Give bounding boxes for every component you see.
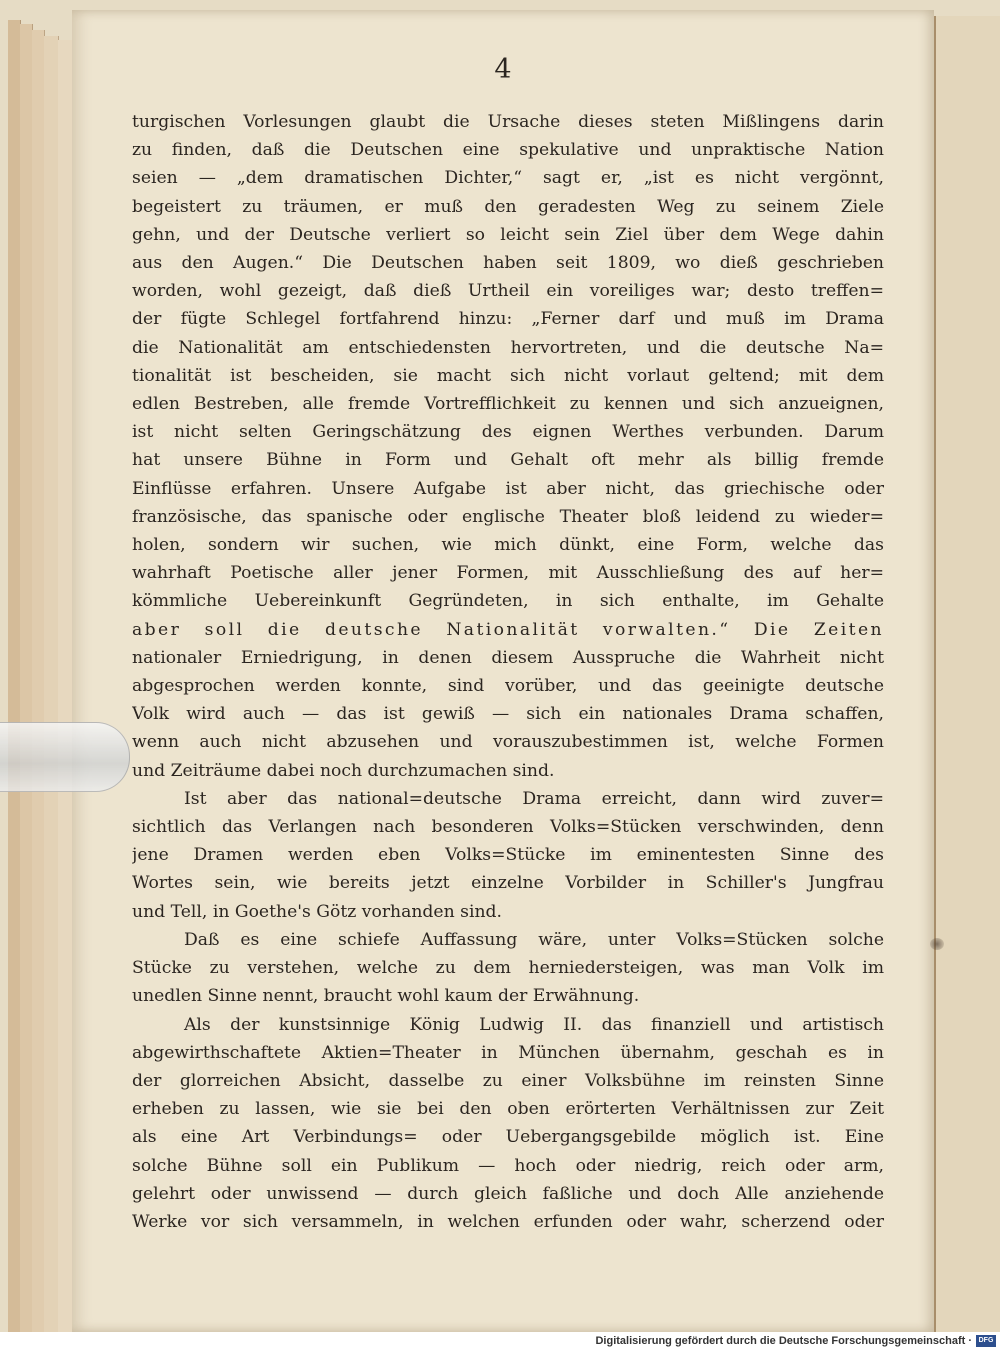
text-line: die Nationalität am entschiedensten hervortreten, und die deutsche Na= — [132, 337, 884, 358]
text-line: gehn, und der Deutsche verliert so leicht sein Ziel über dem Wege dahin — [132, 224, 884, 245]
text-line: französische, das spanische oder englische Theater bloß leidend zu wieder= — [132, 506, 884, 527]
text-line: wenn auch nicht abzusehen und vorauszubestimmen ist, welche Formen — [132, 732, 884, 753]
text-line: gelehrt oder unwissend — durch gleich faßliche und doch Alle anziehende — [132, 1183, 884, 1204]
text-line: Daß es eine schiefe Auffassung wäre, unter Volks=Stücken solche — [184, 929, 884, 950]
text-line: der fügte Schlegel fortfahrend hinzu: „Ferner darf und muß im Drama — [132, 309, 884, 330]
text-line: ist nicht selten Geringschätzung des eignen Werthes verbunden. Darum — [132, 422, 884, 443]
ink-smudge — [930, 938, 944, 950]
text-line: aus den Augen.“ Die Deutschen haben seit 1809, wo dieß geschrieben — [132, 253, 884, 274]
text-line: unedlen Sinne nennt, braucht wohl kaum der Erwähnung. — [132, 986, 640, 1007]
page-edge — [44, 36, 59, 1332]
text-line: hat unsere Bühne in Form und Gehalt oft mehr als billig fremde — [132, 450, 884, 471]
text-line: nationaler Erniedrigung, in denen diesem Ausspruche die Wahrheit nicht — [132, 647, 884, 668]
text-line: Stücke zu verstehen, welche zu dem herniedersteigen, was man Volk im — [132, 958, 884, 979]
text-line: jene Dramen werden eben Volks=Stücke im eminentesten Sinne des — [132, 845, 884, 866]
text-line: Ist aber das national=deutsche Drama erreicht, dann wird zuver= — [184, 788, 884, 809]
text-line: holen, sondern wir suchen, wie mich dünkt, eine Form, welche das — [132, 535, 884, 556]
book-page — [72, 10, 934, 1332]
text-line: turgischen Vorlesungen glaubt die Ursache dieses steten Mißlingens darin — [132, 112, 884, 132]
digitization-footer — [0, 1332, 1000, 1350]
text-line: erheben zu lassen, wie sie bei den oben erörterten Verhältnissen zur Zeit — [132, 1099, 884, 1120]
body-text — [132, 108, 884, 1236]
text-line: zu finden, daß die Deutschen eine spekulative und unpraktische Nation — [132, 140, 884, 161]
text-line: Als der kunstsinnige König Ludwig II. das finanziell und artistisch — [184, 1014, 884, 1035]
page-number: 4 — [494, 54, 512, 85]
text-line: edlen Bestreben, alle fremde Vortrefflichkeit zu kennen und sich anzueignen, — [132, 394, 884, 415]
text-line: sichtlich das Verlangen nach besonderen Volks=Stücken verschwinden, denn — [132, 817, 884, 838]
text-line: abgewirthschaftete Aktien=Theater in München übernahm, geschah es in — [132, 1042, 884, 1063]
plastic-clip — [0, 722, 130, 792]
text-line: solche Bühne soll ein Publikum — hoch oder niedrig, reich oder arm, — [132, 1155, 884, 1176]
text-line: und Zeiträume dabei noch durchzumachen sind. — [132, 760, 555, 781]
text-line: und Tell, in Goethe's Götz vorhanden sind. — [132, 901, 502, 922]
text-line: Einflüsse erfahren. Unsere Aufgabe ist aber nicht, das griechische oder — [132, 478, 884, 499]
footer-credit: Digitalisierung gefördert durch die Deutsche Forschungsgemeinschaft · — [595, 1335, 972, 1347]
text-line: als eine Art Verbindungs= oder Uebergangsgebilde möglich ist. Eine — [132, 1127, 884, 1148]
text-line: kömmliche Uebereinkunft Gegründeten, in sich enthalte, im Gehalte — [132, 591, 884, 612]
text-line: begeistert zu träumen, er muß den geradesten Weg zu seinem Ziele — [132, 196, 884, 217]
text-line: Werke vor sich versammeln, in welchen erfunden oder wahr, scherzend oder — [132, 1211, 884, 1232]
next-page-edge — [934, 16, 1000, 1332]
text-line: aber soll die deutsche Nationalität vorwalten.“ Die Zeiten — [132, 619, 884, 640]
text-line: Volk wird auch — das ist gewiß — sich ein nationales Drama schaffen, — [132, 704, 884, 725]
text-line: wahrhaft Poetische aller jener Formen, mit Ausschließung des auf her= — [132, 563, 884, 584]
text-line: der glorreichen Absicht, dasselbe zu einer Volksbühne im reinsten Sinne — [132, 1070, 884, 1091]
text-line: abgesprochen werden konnte, sind vorüber, und das geeinigte deutsche — [132, 676, 884, 697]
text-line: Wortes sein, wie bereits jetzt einzelne Vorbilder in Schiller's Jungfrau — [132, 873, 884, 894]
text-line: seien — „dem dramatischen Dichter,“ sagt er, „ist es nicht vergönnt, — [132, 168, 884, 189]
text-line: tionalität ist bescheiden, sie macht sich nicht vorlaut geltend; mit dem — [132, 365, 884, 386]
dfg-logo-icon: DFG — [976, 1335, 996, 1347]
text-line: worden, wohl gezeigt, daß dieß Urtheil ein voreiliges war; desto treffen= — [132, 281, 884, 302]
page-edge — [58, 40, 73, 1332]
